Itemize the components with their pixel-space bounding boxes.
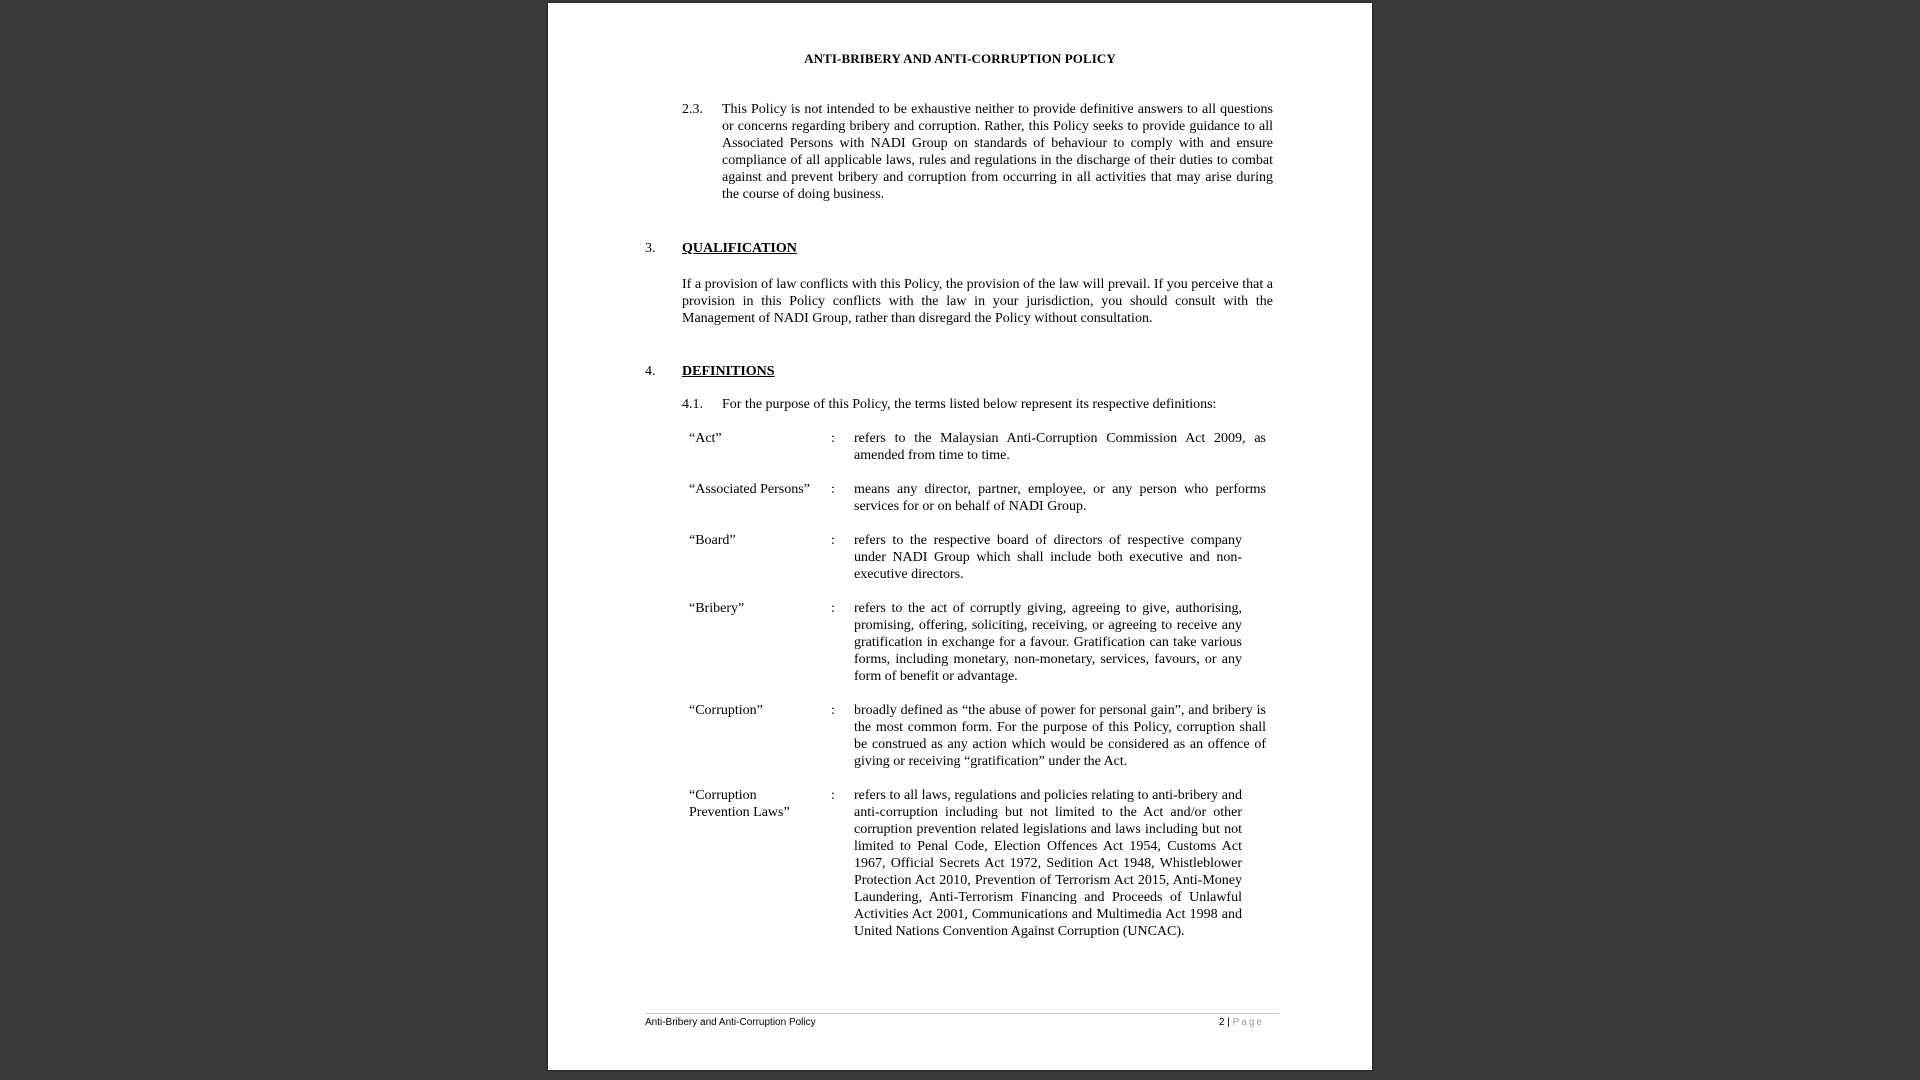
footer-document-name: Anti-Bribery and Anti-Corruption Policy bbox=[645, 1017, 816, 1028]
definition-term: “Act” bbox=[689, 431, 722, 446]
definition-colon: : bbox=[831, 431, 835, 446]
section-3-heading: QUALIFICATION bbox=[682, 241, 797, 256]
section-4-number: 4. bbox=[645, 364, 656, 379]
section-4-1-number: 4.1. bbox=[682, 397, 703, 412]
definition-colon: : bbox=[831, 601, 835, 616]
definition-text: refers to all laws, regulations and policies relating to anti-bribery and anti-corruption including but not limited to the Act and/or other corruption prevention related legislations and laws including but not limited to Penal Code, Election Offences Act 1954, Customs Act 1967, Official Secrets Act 1972, Sedition Act 1948, Whistleblower Protection Act 2010, Prevention of Terrorism Act 2015, Anti-Money Laundering, Anti-Terrorism Financing and Proceeds of Unlawful Activities Act 2001, Communications and Multimedia Act 1998 and United Nations Convention Against Corruption (UNCAC). bbox=[854, 788, 1242, 939]
definition-colon: : bbox=[831, 533, 835, 548]
definition-term: “Board” bbox=[689, 533, 736, 548]
definition-colon: : bbox=[831, 788, 835, 803]
section-4-1-intro: For the purpose of this Policy, the terms listed below represent its respective definitions: bbox=[722, 397, 1217, 412]
section-3-number: 3. bbox=[645, 241, 656, 256]
definition-text: means any director, partner, employee, or any person who performs services for or on behalf of NADI Group. bbox=[854, 482, 1266, 514]
footer-page-number: 2 bbox=[1218, 1017, 1225, 1028]
definition-term: “Bribery” bbox=[689, 601, 745, 616]
section-4-heading: DEFINITIONS bbox=[682, 364, 775, 379]
definition-colon: : bbox=[831, 482, 835, 497]
definition-term: “Associated Persons” bbox=[689, 482, 810, 497]
footer-page-word: Page bbox=[1232, 1017, 1264, 1028]
definition-term: “Corruption Prevention Laws” bbox=[689, 788, 790, 820]
definition-text: refers to the act of corruptly giving, agreeing to give, authorising, promising, offering, soliciting, receiving, or agreeing to receive any gratification in exchange for a favour. Gratification can take various forms, including monetary, non-monetary, services, favours, or any form of benefit or advantage. bbox=[854, 601, 1242, 684]
definition-text: refers to the respective board of directors of respective company under NADI Group which shall include both executive and non-executive directors. bbox=[854, 533, 1242, 582]
section-2-3-text: This Policy is not intended to be exhaustive neither to provide definitive answers to all questions or concerns regarding bribery and corruption. Rather, this Policy seeks to provide guidance to all Associated Persons with NADI Group on standards of behaviour to comply with and ensure compliance of all applicable laws, rules and regulations in the discharge of their duties to combat against and prevent bribery and corruption from occurring in all activities that may arise during the course of doing business. bbox=[722, 102, 1273, 202]
document-page bbox=[548, 3, 1372, 1070]
definition-text: refers to the Malaysian Anti-Corruption Commission Act 2009, as amended from time to time. bbox=[854, 431, 1266, 463]
document-title: ANTI-BRIBERY AND ANTI-CORRUPTION POLICY bbox=[804, 51, 1116, 66]
definition-colon: : bbox=[831, 703, 835, 718]
footer-page-indicator bbox=[1219, 1017, 1264, 1028]
section-2-3-number: 2.3. bbox=[682, 102, 703, 117]
footer-divider bbox=[645, 1013, 1279, 1014]
definition-term: “Corruption” bbox=[689, 703, 763, 718]
footer-separator: | bbox=[1224, 1017, 1233, 1028]
definition-text: broadly defined as “the abuse of power for personal gain”, and bribery is the most common form. For the purpose of this Policy, corruption shall be construed as any action which would be considered as an offence of giving or receiving “gratification” under the Act. bbox=[854, 703, 1266, 769]
section-3-text: If a provision of law conflicts with this Policy, the provision of the law will prevail. If you perceive that a provision in this Policy conflicts with the law in your jurisdiction, you should consult with the Management of NADI Group, rather than disregard the Policy without consultation. bbox=[682, 277, 1273, 326]
